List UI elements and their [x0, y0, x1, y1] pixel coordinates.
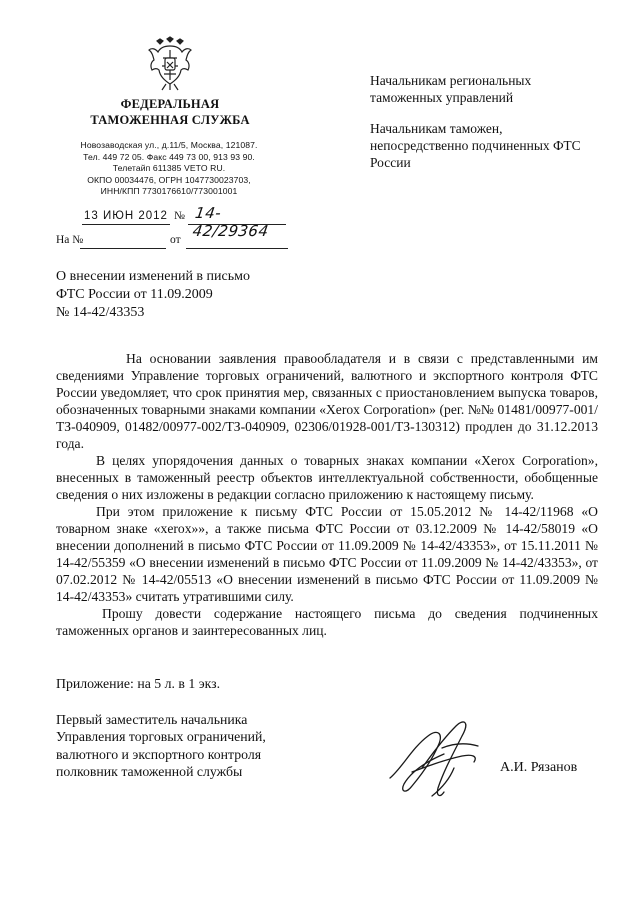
handwritten-signature: [382, 708, 492, 808]
date-underline: [82, 224, 170, 225]
signer-title-line: Управления торговых ограничений,: [56, 729, 266, 745]
reference-date-label: от: [170, 234, 181, 246]
double-headed-eagle-icon: [146, 36, 194, 92]
signer-title-line: валютного и экспортного контроля: [56, 746, 262, 762]
address-line: Тел. 449 72 05. Факс 449 73 00, 913 93 90.: [83, 151, 255, 162]
address-line: ОКПО 00034476, ОГРН 1047730023703,: [87, 174, 251, 185]
body-paragraph-1: На основании заявления правообладателя и в связи с представленными им сведениями Управление торговых ограничений, валютного и экспортного контроля ФТС России уведомляет, что срок принятия мер, связанных с приостановлением выпуска товаров, обозначенных товарными знаками компании «Xerox Corporation» (рег. №№ 01481/00977-001/ТЗ-040909, 01482/00977-002/ТЗ-040909, 02306/01928-001/ТЗ-130312) продлен до 31.12.2013 года.: [56, 351, 598, 451]
address-line: ИНН/КПП 7730176610/773001001: [100, 186, 238, 197]
letter-subject: [56, 268, 316, 322]
reference-date-underline: [186, 248, 288, 249]
organization-address: [62, 140, 276, 198]
registration-number-handwritten: 14-42/29364: [191, 204, 270, 240]
signer-name: А.И. Рязанов: [500, 760, 578, 775]
signer-title-line: Первый заместитель начальника: [56, 712, 248, 727]
attachment-note: Приложение: на 5 л. в 1 экз.: [56, 676, 221, 691]
reference-line: [56, 234, 296, 252]
organization-name: [80, 96, 260, 128]
registration-date-stamp: 13 ИЮН 2012: [84, 210, 168, 222]
reference-number-underline: [80, 248, 166, 249]
signer-title-line: полковник таможенной службы: [56, 764, 243, 780]
number-underline: [188, 224, 286, 225]
address-line: Телетайп 611385 VETO RU.: [112, 163, 226, 174]
signer-title: [56, 711, 336, 781]
body-paragraph-4: Прошу довести содержание настоящего письма до сведения подчиненных таможенных органов и заинтересованных лиц.: [56, 606, 598, 638]
body-paragraph-3: При этом приложение к письму ФТС России от 15.05.2012 № 14-42/11968 «О товарном знаке «xerox»», а также письма ФТС России от 03.12.2009 № 14-42/58019 «О внесении дополнений в письмо ФТС России от 11.09.2009 № 14-42/43353», от 15.11.2011 № 14-42/55359 «О внесении изменений в письмо ФТС России от 11.09.2009 № 14-42/43353», от 07.02.2012 № 14-42/05513 «О внесении изменений в письмо ФТС России от 11.09.2009 № 14-42/43353» считать утратившими силу.: [56, 504, 598, 604]
letter-body: [56, 350, 598, 639]
org-name-line1: ФЕДЕРАЛЬНАЯ: [120, 97, 220, 111]
recipient-1: Начальникам региональных таможенных управлений: [370, 73, 532, 105]
subject-line: ФТС России от 11.09.2009: [56, 287, 213, 302]
address-line: Новозаводская ул., д.11/5, Москва, 121087.: [80, 140, 258, 150]
reference-number-label: На №: [56, 234, 84, 246]
subject-line: № 14-42/43353: [56, 305, 145, 320]
org-name-line2: ТАМОЖЕННАЯ СЛУЖБА: [90, 113, 250, 127]
recipients-block: [370, 72, 600, 185]
body-paragraph-2: В целях упорядочения данных о товарных знаках компании «Xerox Corporation», внесенных в таможенный реестр объектов интеллектуальной собственности, обобщенные сведения о них изложены в редакции согласно приложению к настоящему письму.: [56, 453, 598, 502]
registration-number-label: №: [174, 210, 185, 222]
subject-line: О внесении изменений в письмо: [56, 269, 250, 284]
recipient-2: Начальникам таможен, непосредственно подчиненных ФТС России: [370, 121, 581, 170]
